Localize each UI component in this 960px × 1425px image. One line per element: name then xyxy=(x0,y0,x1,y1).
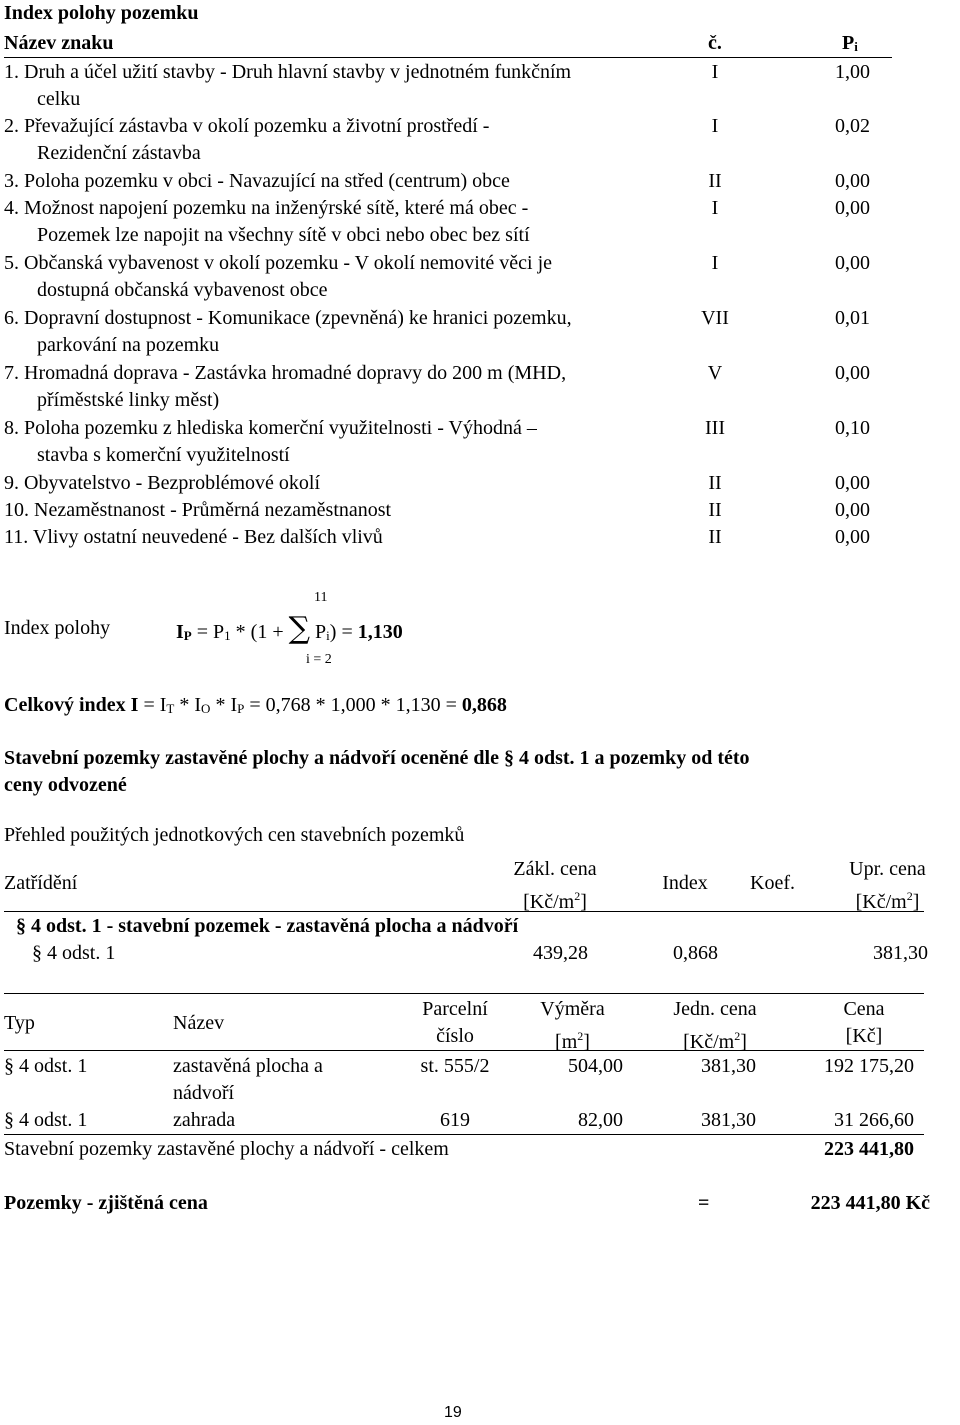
header-nazev-znaku: Název znaku xyxy=(4,32,114,54)
parcela-vymera: 82,00 xyxy=(578,1109,623,1131)
znak-name: 9. Obyvatelstvo - Bezproblémové okolí xyxy=(4,472,321,494)
znak-class: II xyxy=(708,499,722,521)
znak-class: I xyxy=(711,197,719,219)
znak-class: II xyxy=(708,170,722,192)
section-heading-line2: ceny odvozené xyxy=(4,774,127,796)
znak-class: II xyxy=(708,526,722,548)
prehled-title: Přehled použitých jednotkových cen stavebních pozemků xyxy=(4,824,465,846)
col-cena: Cena [Kč] xyxy=(843,998,885,1047)
sum-upper-limit: 11 xyxy=(314,590,328,605)
znak-name: 6. Dopravní dostupnost - Komunikace (zpevněná) ke hranici pozemku, xyxy=(4,307,572,329)
formula-index-polohy: IP = P1 * (1 + ∑ Pi) = 1,130 xyxy=(176,611,403,646)
parcela-cena: 192 175,20 xyxy=(824,1055,914,1077)
znak-pi: 1,00 xyxy=(835,61,870,83)
znak-pi: 0,00 xyxy=(835,526,870,548)
parcela-jedn-cena: 381,30 xyxy=(701,1109,756,1131)
znak-name: 11. Vlivy ostatní neuvedené - Bez dalších vlivů xyxy=(4,526,383,548)
znak-class: I xyxy=(711,252,719,274)
col-parcelni-cislo: Parcelní číslo xyxy=(422,998,488,1047)
znak-class: II xyxy=(708,472,722,494)
znak-name-cont: dostupná občanská vybavenost obce xyxy=(37,279,328,301)
sum-lower-limit: i = 2 xyxy=(306,652,332,667)
znak-name: 4. Možnost napojení pozemku na inženýrské sítě, které má obec - xyxy=(4,197,529,219)
prehled-header-rule xyxy=(4,911,924,912)
znak-name: 5. Občanská vybavenost v okolí pozemku - V okolí nemovité věci je xyxy=(4,252,553,274)
znak-pi: 0,00 xyxy=(835,252,870,274)
final-value: 223 441,80 Kč xyxy=(810,1192,930,1214)
znak-class: V xyxy=(707,362,723,384)
znak-name-cont: stavba s komerční využitelností xyxy=(37,444,290,466)
znak-pi: 0,10 xyxy=(835,417,870,439)
section-heading-line1: Stavební pozemky zastavěné plochy a nádvoří oceněné dle § 4 odst. 1 a pozemky od této xyxy=(4,747,750,769)
col-upr-cena: Upr. cena $[Kč/m^2]$ xyxy=(849,858,926,913)
parcela-nazev: zastavěná plocha a xyxy=(173,1055,323,1077)
znak-pi: 0,00 xyxy=(835,197,870,219)
znak-class: VII xyxy=(701,307,729,329)
parcely-total-rule xyxy=(4,1134,924,1135)
celkovy-index: Celkový index I = IT * IO * IP = 0,768 * 1,000 * 1,130 = 0,868 xyxy=(4,694,507,716)
header-rule xyxy=(4,57,892,58)
parcela-typ: § 4 odst. 1 xyxy=(4,1055,88,1077)
parcela-cislo: 619 xyxy=(440,1109,470,1131)
znak-name: 1. Druh a účel užití stavby - Druh hlavní stavby v jednotném funkčním xyxy=(4,61,572,83)
prehled-group: § 4 odst. 1 - stavební pozemek - zastavěná plocha a nádvoří xyxy=(16,915,519,937)
col-koef: Koef. xyxy=(750,872,795,894)
parcela-cislo: st. 555/2 xyxy=(420,1055,490,1077)
znak-name: 10. Nezaměstnanost - Průměrná nezaměstnanost xyxy=(4,499,392,521)
header-pi: Pi xyxy=(842,32,858,54)
parcela-vymera: 504,00 xyxy=(568,1055,623,1077)
prehled-row-zakl: 439,28 xyxy=(533,942,588,964)
znak-name: 8. Poloha pozemku z hlediska komerční využitelnosti - Výhodná – xyxy=(4,417,537,439)
znak-pi: 0,01 xyxy=(835,307,870,329)
znak-name-cont: příměstské linky měst) xyxy=(37,389,220,411)
prehled-row-name: § 4 odst. 1 xyxy=(32,942,116,964)
parcely-top-rule xyxy=(4,993,924,994)
col-vymera: Výměra $[m^2]$ xyxy=(540,998,605,1053)
page-number: 19 xyxy=(444,1404,462,1421)
col-nazev: Název xyxy=(173,1012,225,1034)
znak-name-cont: celku xyxy=(37,88,81,110)
col-typ: Typ xyxy=(4,1012,35,1034)
parcela-typ: § 4 odst. 1 xyxy=(4,1109,88,1131)
parcela-nazev: zahrada xyxy=(173,1109,236,1131)
znak-pi: 0,00 xyxy=(835,472,870,494)
prehled-row-index: 0,868 xyxy=(673,942,718,964)
znak-name: 2. Převažující zástavba v okolí pozemku a životní prostředí - xyxy=(4,115,490,137)
final-equals: = xyxy=(698,1192,710,1214)
col-index: Index xyxy=(662,872,708,894)
parcela-cena: 31 266,60 xyxy=(834,1109,914,1131)
col-jedn-cena: Jedn. cena $[Kč/m^2]$ xyxy=(673,998,757,1053)
znak-name-cont: parkování na pozemku xyxy=(37,334,220,356)
prehled-row-upr: 381,30 xyxy=(873,942,928,964)
col-zakl-cena: Zákl. cena $[Kč/m^2]$ xyxy=(513,858,597,913)
znak-name: 3. Poloha pozemku v obci - Navazující na střed (centrum) obce xyxy=(4,170,510,192)
parcely-total-label: Stavební pozemky zastavěné plochy a nádvoří - celkem xyxy=(4,1138,449,1160)
znak-pi: 0,00 xyxy=(835,499,870,521)
znak-class: I xyxy=(711,61,719,83)
znak-name-cont: Pozemek lze napojit na všechny sítě v obci nebo obec bez sítí xyxy=(37,224,530,246)
parcela-jedn-cena: 381,30 xyxy=(701,1055,756,1077)
znak-pi: 0,00 xyxy=(835,170,870,192)
znak-class: III xyxy=(705,417,725,439)
formula-label: Index polohy xyxy=(4,617,111,639)
znak-pi: 0,02 xyxy=(835,115,870,137)
parcely-total-value: 223 441,80 xyxy=(824,1138,914,1160)
final-label: Pozemky - zjištěná cena xyxy=(4,1192,208,1214)
parcely-header-rule xyxy=(4,1050,924,1051)
section-title-index-polohy: Index polohy pozemku xyxy=(4,2,199,24)
col-zatrideni: Zatřídění xyxy=(4,872,78,894)
znak-class: I xyxy=(711,115,719,137)
header-cislo: č. xyxy=(708,32,722,54)
sigma-symbol: ∑ xyxy=(288,611,311,646)
znak-pi: 0,00 xyxy=(835,362,870,384)
znak-name-cont: Rezidenční zástavba xyxy=(37,142,201,164)
parcela-nazev-cont: nádvoří xyxy=(173,1082,235,1104)
znak-name: 7. Hromadná doprava - Zastávka hromadné dopravy do 200 m (MHD, xyxy=(4,362,567,384)
